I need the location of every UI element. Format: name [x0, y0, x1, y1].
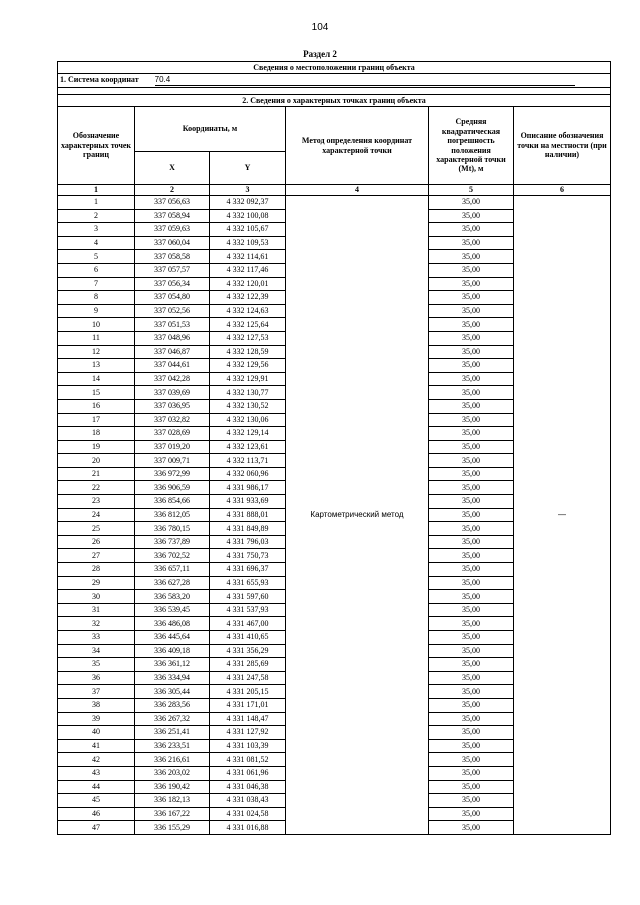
x-coordinate-cell: 337 039,69	[135, 386, 210, 400]
point-number-cell: 35	[58, 658, 135, 672]
x-coordinate-cell: 336 182,13	[135, 794, 210, 808]
point-number-cell: 4	[58, 236, 135, 250]
point-number-cell: 17	[58, 413, 135, 427]
y-coordinate-cell: 4 331 081,52	[210, 753, 286, 767]
x-coordinate-cell: 336 216,61	[135, 753, 210, 767]
x-coordinate-cell: 336 486,08	[135, 617, 210, 631]
x-coordinate-cell: 337 057,57	[135, 263, 210, 277]
y-coordinate-cell: 4 331 750,73	[210, 549, 286, 563]
x-coordinate-cell: 337 032,82	[135, 413, 210, 427]
point-number-cell: 7	[58, 277, 135, 291]
error-cell: 35,00	[429, 196, 514, 210]
point-number-cell: 3	[58, 223, 135, 237]
error-cell: 35,00	[429, 590, 514, 604]
x-coordinate-cell: 337 054,80	[135, 291, 210, 305]
x-coordinate-cell: 336 334,94	[135, 671, 210, 685]
point-number-cell: 32	[58, 617, 135, 631]
error-cell: 35,00	[429, 304, 514, 318]
y-coordinate-cell: 4 332 124,63	[210, 304, 286, 318]
point-number-cell: 38	[58, 698, 135, 712]
y-coordinate-cell: 4 332 123,61	[210, 440, 286, 454]
error-cell: 35,00	[429, 563, 514, 577]
section-label: Раздел 2	[303, 49, 337, 59]
error-cell: 35,00	[429, 209, 514, 223]
error-cell: 35,00	[429, 617, 514, 631]
error-cell: 35,00	[429, 263, 514, 277]
error-cell: 35,00	[429, 467, 514, 481]
y-coordinate-cell: 4 332 105,67	[210, 223, 286, 237]
x-coordinate-cell: 336 167,22	[135, 807, 210, 821]
y-coordinate-cell: 4 331 046,38	[210, 780, 286, 794]
error-cell: 35,00	[429, 372, 514, 386]
method-cell: Картометрический метод	[286, 196, 429, 835]
error-cell: 35,00	[429, 481, 514, 495]
x-coordinate-cell: 337 048,96	[135, 331, 210, 345]
y-coordinate-cell: 4 331 933,69	[210, 495, 286, 509]
x-coordinate-cell: 336 972,99	[135, 467, 210, 481]
column-number: 2	[135, 185, 210, 196]
error-cell: 35,00	[429, 698, 514, 712]
x-coordinate-cell: 336 267,32	[135, 712, 210, 726]
error-cell: 35,00	[429, 359, 514, 373]
y-coordinate-cell: 4 331 537,93	[210, 603, 286, 617]
point-number-cell: 6	[58, 263, 135, 277]
error-cell: 35,00	[429, 399, 514, 413]
x-coordinate-cell: 337 044,61	[135, 359, 210, 373]
table-title: Сведения о местоположении границ объекта	[58, 62, 611, 74]
x-coordinate-cell: 336 361,12	[135, 658, 210, 672]
y-coordinate-cell: 4 331 796,03	[210, 535, 286, 549]
y-coordinate-cell: 4 331 467,00	[210, 617, 286, 631]
point-number-cell: 31	[58, 603, 135, 617]
error-cell: 35,00	[429, 236, 514, 250]
error-cell: 35,00	[429, 549, 514, 563]
x-coordinate-cell: 336 854,66	[135, 495, 210, 509]
x-coordinate-cell: 336 283,56	[135, 698, 210, 712]
y-coordinate-cell: 4 331 285,69	[210, 658, 286, 672]
x-coordinate-cell: 337 052,56	[135, 304, 210, 318]
y-coordinate-cell: 4 332 129,91	[210, 372, 286, 386]
error-cell: 35,00	[429, 576, 514, 590]
y-coordinate-cell: 4 331 597,60	[210, 590, 286, 604]
y-coordinate-cell: 4 331 171,01	[210, 698, 286, 712]
error-cell: 35,00	[429, 223, 514, 237]
y-coordinate-cell: 4 332 125,64	[210, 318, 286, 332]
error-cell: 35,00	[429, 671, 514, 685]
error-cell: 35,00	[429, 685, 514, 699]
header-error: Средняя квадратическая погрешность положения характерной точки (Mt), м	[429, 107, 514, 185]
x-coordinate-cell: 337 060,04	[135, 236, 210, 250]
y-coordinate-cell: 4 332 127,53	[210, 331, 286, 345]
y-coordinate-cell: 4 332 128,59	[210, 345, 286, 359]
header-coordinates: Координаты, м	[135, 107, 286, 152]
error-cell: 35,00	[429, 508, 514, 522]
error-cell: 35,00	[429, 535, 514, 549]
point-number-cell: 43	[58, 766, 135, 780]
x-coordinate-cell: 336 409,18	[135, 644, 210, 658]
y-coordinate-cell: 4 331 016,88	[210, 821, 286, 835]
y-coordinate-cell: 4 331 410,65	[210, 631, 286, 645]
y-coordinate-cell: 4 331 127,92	[210, 726, 286, 740]
point-number-cell: 45	[58, 794, 135, 808]
x-coordinate-cell: 337 051,53	[135, 318, 210, 332]
table-row	[58, 196, 611, 210]
error-cell: 35,00	[429, 766, 514, 780]
x-coordinate-cell: 337 028,69	[135, 427, 210, 441]
point-number-cell: 12	[58, 345, 135, 359]
y-coordinate-cell: 4 331 103,39	[210, 739, 286, 753]
point-number-cell: 9	[58, 304, 135, 318]
point-number-cell: 13	[58, 359, 135, 373]
point-number-cell: 2	[58, 209, 135, 223]
point-number-cell: 18	[58, 427, 135, 441]
x-coordinate-cell: 337 056,63	[135, 196, 210, 210]
error-cell: 35,00	[429, 522, 514, 536]
error-cell: 35,00	[429, 250, 514, 264]
y-coordinate-cell: 4 331 148,47	[210, 712, 286, 726]
y-coordinate-cell: 4 332 113,71	[210, 454, 286, 468]
x-coordinate-cell: 336 190,42	[135, 780, 210, 794]
x-coordinate-cell: 336 780,15	[135, 522, 210, 536]
point-number-cell: 1	[58, 196, 135, 210]
x-coordinate-cell: 337 009,71	[135, 454, 210, 468]
error-cell: 35,00	[429, 440, 514, 454]
point-number-cell: 42	[58, 753, 135, 767]
x-coordinate-cell: 337 019,20	[135, 440, 210, 454]
point-number-cell: 44	[58, 780, 135, 794]
point-number-cell: 41	[58, 739, 135, 753]
coord-system-row	[58, 74, 611, 88]
point-number-cell: 27	[58, 549, 135, 563]
x-coordinate-cell: 337 059,63	[135, 223, 210, 237]
x-coordinate-cell: 337 036,95	[135, 399, 210, 413]
y-coordinate-cell: 4 331 356,29	[210, 644, 286, 658]
error-cell: 35,00	[429, 495, 514, 509]
point-number-cell: 15	[58, 386, 135, 400]
boundary-points-table	[57, 61, 611, 835]
error-cell: 35,00	[429, 644, 514, 658]
error-cell: 35,00	[429, 821, 514, 835]
x-coordinate-cell: 336 233,51	[135, 739, 210, 753]
header-y: Y	[210, 152, 286, 185]
y-coordinate-cell: 4 331 849,89	[210, 522, 286, 536]
y-coordinate-cell: 4 332 060,96	[210, 467, 286, 481]
point-number-cell: 22	[58, 481, 135, 495]
header-description: Описание обозначения точки на местности (при наличии)	[514, 107, 611, 185]
error-cell: 35,00	[429, 631, 514, 645]
subtitle: 2. Сведения о характерных точках границ объекта	[58, 95, 611, 107]
y-coordinate-cell: 4 332 130,06	[210, 413, 286, 427]
y-coordinate-cell: 4 331 655,93	[210, 576, 286, 590]
error-cell: 35,00	[429, 345, 514, 359]
header-point-id: Обозначение характерных точек границ	[58, 107, 135, 185]
x-coordinate-cell: 336 737,89	[135, 535, 210, 549]
x-coordinate-cell: 337 058,58	[135, 250, 210, 264]
error-cell: 35,00	[429, 291, 514, 305]
y-coordinate-cell: 4 331 696,37	[210, 563, 286, 577]
y-coordinate-cell: 4 332 129,14	[210, 427, 286, 441]
point-number-cell: 33	[58, 631, 135, 645]
x-coordinate-cell: 336 657,11	[135, 563, 210, 577]
coord-system-label: 1. Система координат	[60, 75, 139, 85]
y-coordinate-cell: 4 332 122,39	[210, 291, 286, 305]
point-number-cell: 29	[58, 576, 135, 590]
y-coordinate-cell: 4 331 888,01	[210, 508, 286, 522]
x-coordinate-cell: 336 251,41	[135, 726, 210, 740]
x-coordinate-cell: 336 155,29	[135, 821, 210, 835]
y-coordinate-cell: 4 332 117,46	[210, 263, 286, 277]
point-number-cell: 47	[58, 821, 135, 835]
error-cell: 35,00	[429, 331, 514, 345]
header-method: Метод определения координат характерной точки	[286, 107, 429, 185]
point-number-cell: 16	[58, 399, 135, 413]
x-coordinate-cell: 336 702,52	[135, 549, 210, 563]
point-number-cell: 25	[58, 522, 135, 536]
error-cell: 35,00	[429, 427, 514, 441]
page-number: 104	[311, 22, 329, 33]
x-coordinate-cell: 337 056,34	[135, 277, 210, 291]
error-cell: 35,00	[429, 454, 514, 468]
x-coordinate-cell: 337 042,28	[135, 372, 210, 386]
error-cell: 35,00	[429, 712, 514, 726]
column-number: 5	[429, 185, 514, 196]
column-number: 1	[58, 185, 135, 196]
error-cell: 35,00	[429, 386, 514, 400]
point-number-cell: 20	[58, 454, 135, 468]
x-coordinate-cell: 337 046,87	[135, 345, 210, 359]
column-number: 6	[514, 185, 611, 196]
description-cell: —	[514, 196, 611, 835]
spacer-row	[58, 88, 611, 95]
y-coordinate-cell: 4 332 092,37	[210, 196, 286, 210]
point-number-cell: 26	[58, 535, 135, 549]
point-number-cell: 40	[58, 726, 135, 740]
point-number-cell: 23	[58, 495, 135, 509]
error-cell: 35,00	[429, 658, 514, 672]
y-coordinate-cell: 4 332 100,08	[210, 209, 286, 223]
header-x: X	[135, 152, 210, 185]
point-number-cell: 36	[58, 671, 135, 685]
coord-system-value: 70.4	[155, 75, 575, 85]
point-number-cell: 30	[58, 590, 135, 604]
point-number-cell: 19	[58, 440, 135, 454]
x-coordinate-cell: 336 906,59	[135, 481, 210, 495]
point-number-cell: 11	[58, 331, 135, 345]
x-coordinate-cell: 336 445,64	[135, 631, 210, 645]
point-number-cell: 37	[58, 685, 135, 699]
y-coordinate-cell: 4 331 986,17	[210, 481, 286, 495]
y-coordinate-cell: 4 331 205,15	[210, 685, 286, 699]
error-cell: 35,00	[429, 794, 514, 808]
point-number-cell: 28	[58, 563, 135, 577]
point-number-cell: 8	[58, 291, 135, 305]
x-coordinate-cell: 336 203,02	[135, 766, 210, 780]
error-cell: 35,00	[429, 807, 514, 821]
error-cell: 35,00	[429, 318, 514, 332]
error-cell: 35,00	[429, 726, 514, 740]
x-coordinate-cell: 337 058,94	[135, 209, 210, 223]
x-coordinate-cell: 336 812,05	[135, 508, 210, 522]
x-coordinate-cell: 336 539,45	[135, 603, 210, 617]
x-coordinate-cell: 336 583,20	[135, 590, 210, 604]
point-number-cell: 46	[58, 807, 135, 821]
error-cell: 35,00	[429, 739, 514, 753]
point-number-cell: 24	[58, 508, 135, 522]
y-coordinate-cell: 4 332 114,61	[210, 250, 286, 264]
y-coordinate-cell: 4 331 024,58	[210, 807, 286, 821]
point-number-cell: 34	[58, 644, 135, 658]
y-coordinate-cell: 4 332 129,56	[210, 359, 286, 373]
column-number: 4	[286, 185, 429, 196]
error-cell: 35,00	[429, 780, 514, 794]
y-coordinate-cell: 4 331 247,58	[210, 671, 286, 685]
point-number-cell: 10	[58, 318, 135, 332]
y-coordinate-cell: 4 332 130,52	[210, 399, 286, 413]
y-coordinate-cell: 4 331 061,96	[210, 766, 286, 780]
error-cell: 35,00	[429, 413, 514, 427]
x-coordinate-cell: 336 627,28	[135, 576, 210, 590]
error-cell: 35,00	[429, 753, 514, 767]
y-coordinate-cell: 4 332 109,53	[210, 236, 286, 250]
point-number-cell: 5	[58, 250, 135, 264]
y-coordinate-cell: 4 331 038,43	[210, 794, 286, 808]
error-cell: 35,00	[429, 277, 514, 291]
y-coordinate-cell: 4 332 130,77	[210, 386, 286, 400]
error-cell: 35,00	[429, 603, 514, 617]
point-number-cell: 21	[58, 467, 135, 481]
column-number: 3	[210, 185, 286, 196]
point-number-cell: 39	[58, 712, 135, 726]
y-coordinate-cell: 4 332 120,01	[210, 277, 286, 291]
x-coordinate-cell: 336 305,44	[135, 685, 210, 699]
point-number-cell: 14	[58, 372, 135, 386]
column-number-row	[58, 185, 611, 196]
